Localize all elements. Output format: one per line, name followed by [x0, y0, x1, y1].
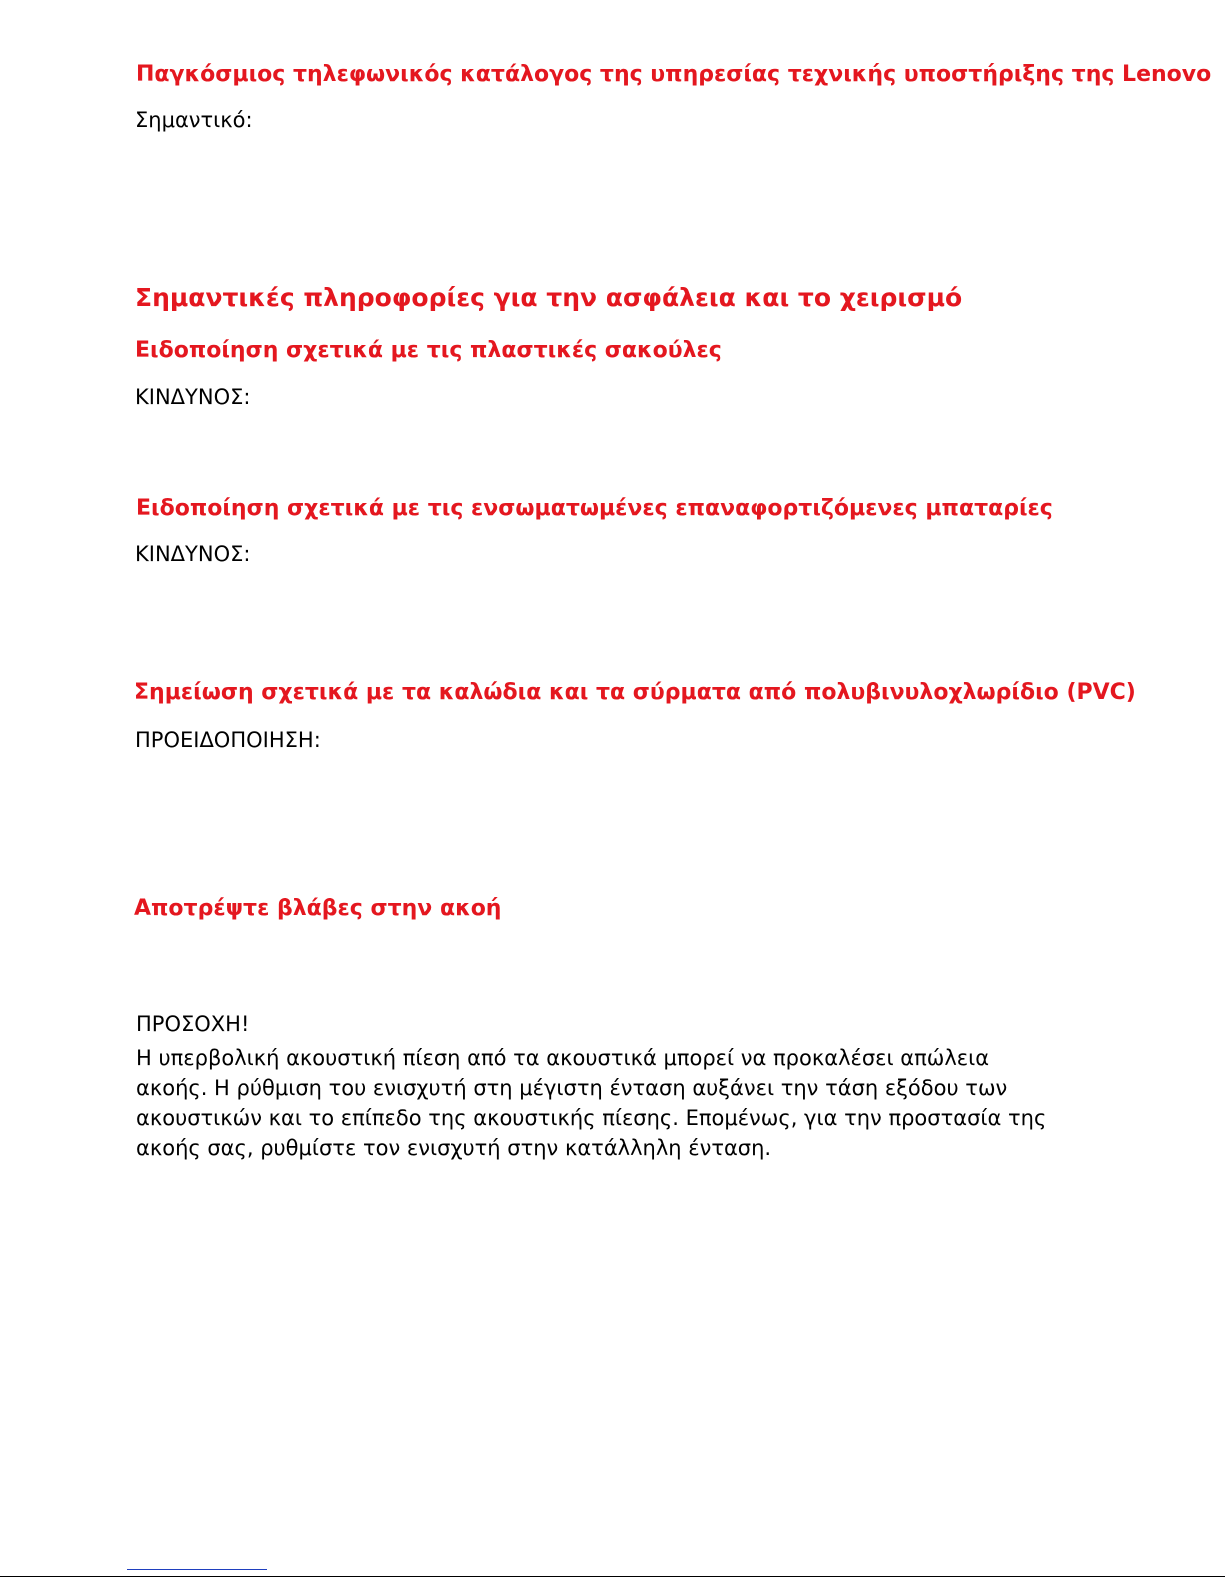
document-title: Παγκόσμιος τηλεφωνικός κατάλογος της υπηρεσίας τεχνικής υποστήριξης της Lenovo	[136, 62, 1212, 87]
hearing-text-line: ακουστικών και το επίπεδο της ακουστικής πίεσης. Επομένως, για την προστασία της	[136, 1106, 1047, 1130]
pvc-warning-label: ΠΡΟΕΙΔΟΠΟΙΗΣΗ:	[135, 728, 321, 752]
pvc-heading: Σημείωση σχετικά με τα καλώδια και τα σύρματα από πολυβινυλοχλωρίδιο (PVC)	[134, 680, 1136, 705]
hearing-heading: Αποτρέψτε βλάβες στην ακοή	[134, 896, 502, 921]
hearing-caution-label: ΠΡΟΣΟΧΗ!	[136, 1012, 250, 1036]
page-bottom-rule	[0, 1576, 1225, 1577]
hearing-text-line: ακοής. Η ρύθμιση του ενισχυτή στη μέγιστη ένταση αυξάνει την τάση εξόδου των	[136, 1076, 1008, 1100]
plastic-bags-heading: Ειδοποίηση σχετικά με τις πλαστικές σακούλες	[135, 338, 722, 363]
safety-heading: Σημαντικές πληροφορίες για την ασφάλεια και το χειρισμό	[135, 283, 963, 312]
batteries-danger-label: ΚΙΝΔΥΝΟΣ:	[135, 542, 251, 566]
hearing-text-line: Η υπερβολική ακουστική πίεση από τα ακουστικά μπορεί να προκαλέσει απώλεια	[136, 1046, 990, 1070]
hearing-text-line: ακοής σας, ρυθμίστε τον ενισχυτή στην κατάλληλη ένταση.	[136, 1136, 772, 1160]
hearing-caution-text	[136, 1043, 1096, 1163]
batteries-heading: Ειδοποίηση σχετικά με τις ενσωματωμένες επαναφορτιζόμενες μπαταρίες	[136, 496, 1053, 521]
plastic-bags-danger-label: ΚΙΝΔΥΝΟΣ:	[135, 385, 251, 409]
footnote-rule	[127, 1569, 267, 1570]
important-label: Σημαντικό:	[135, 108, 253, 132]
